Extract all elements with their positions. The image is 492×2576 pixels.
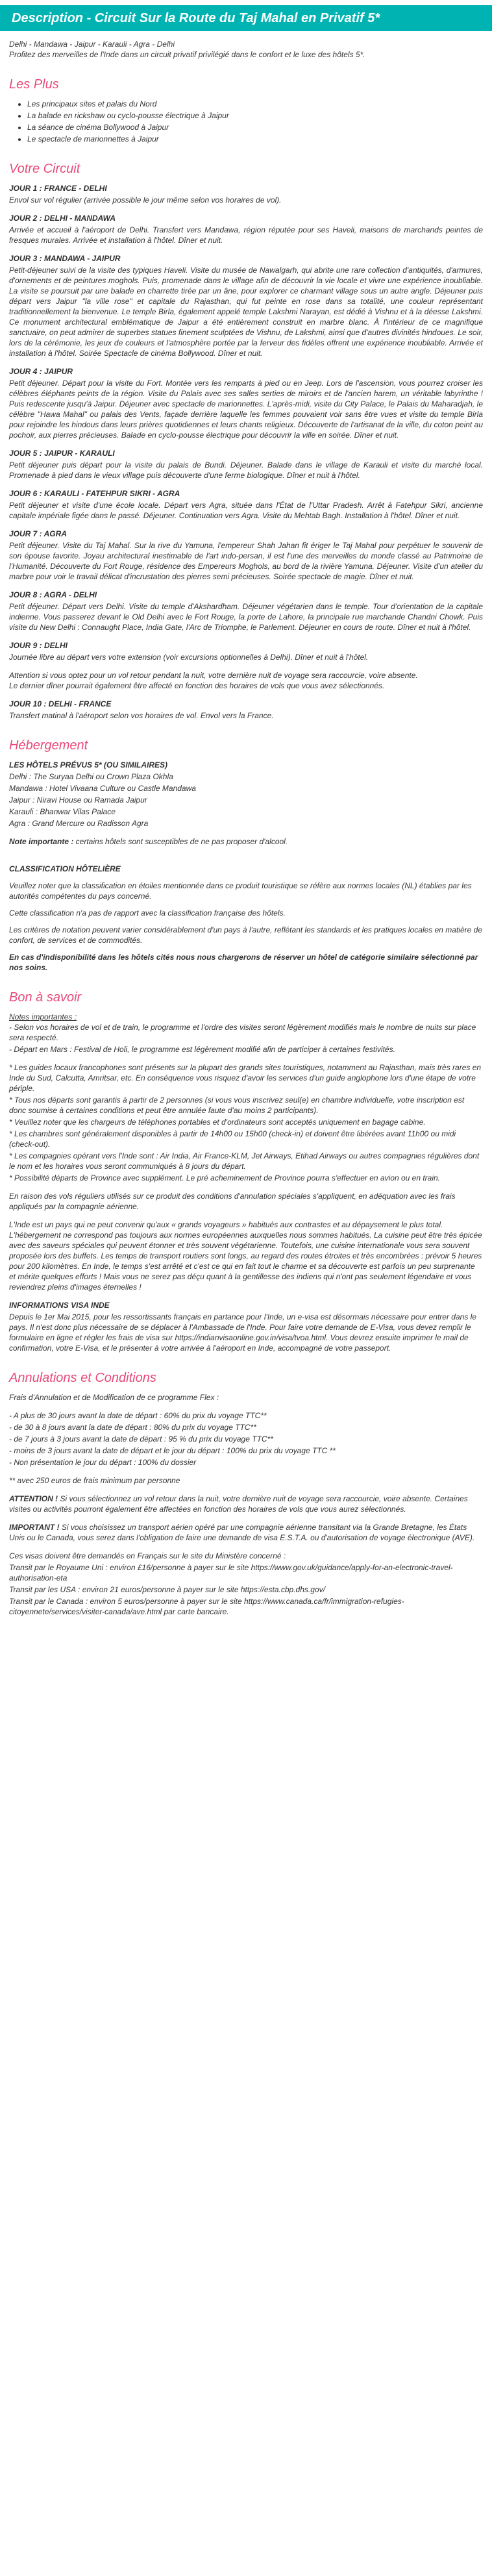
classification-para: Cette classification n'a pas de rapport avec la classification française des hôtels. bbox=[9, 908, 286, 918]
day-1 bbox=[9, 183, 483, 205]
notes-line: * Possibilité départs de Province avec supplément. Le pré acheminement de Province pourra s'effectuer en avion ou en train. bbox=[9, 1173, 441, 1182]
day-text: Envol sur vol régulier (arrivée possible le jour même selon vos horaires de vol). bbox=[9, 195, 282, 205]
day-3 bbox=[9, 253, 483, 358]
notes-line: * Les chambres sont généralement disponibles à partir de 14h00 ou 15h00 (check-in) et doivent être libérées avant 11h00 ou midi (check-out). bbox=[9, 1129, 456, 1149]
visa-line: Transit par le Canada : environ 5 euros/personne à payer sur le site https://www.canada.ca/fr/immigration-refugies-citoyennete/services/visiter-canada/ave.html par carte bancaire. bbox=[9, 1597, 404, 1616]
section-title-bon-a-savoir: Bon à savoir bbox=[9, 990, 82, 1005]
hotels-list bbox=[9, 771, 483, 829]
notes-line: * Les guides locaux francophones sont présents sur la plupart des grands sites touristiques, notamment au Rajasthan, mais très rares en Inde du Sud, Calcutta, Amritsar, etc. En conséquence vous risquez d'avoir les services d'un guide anglophone lors d'une étape de votre périple. bbox=[9, 1063, 482, 1093]
section-title-circuit: Votre Circuit bbox=[9, 162, 80, 176]
annulation-line: - Non présentation le jour du départ : 100% du dossier bbox=[9, 1458, 197, 1467]
classification-para: Les critères de notation peuvent varier considérablement d'un pays à l'autre, reflétant les standards et les pratiques locales en matière de confort, de services et de commodités. bbox=[9, 925, 482, 945]
day-title: JOUR 2 : DELHI - MANDAWA bbox=[9, 214, 116, 223]
day-8 bbox=[9, 590, 483, 632]
important-block bbox=[9, 1522, 483, 1543]
annulation-line: - de 7 jours à 3 jours avant la date de départ : 95 % du prix du voyage TTC** bbox=[9, 1434, 273, 1444]
circuit-note: Attention si vous optez pour un vol retour pendant la nuit, votre dernière nuit de voyage sera raccourcie, voire absente. bbox=[9, 671, 418, 680]
day-10 bbox=[9, 699, 483, 721]
day-title: JOUR 7 : AGRA bbox=[9, 529, 67, 538]
day-text: Arrivée et accueil à l'aéroport de Delhi. Transfert vers Mandawa, région réputée pour ses Haveli, maisons de marchands peintes de fresques murales. Arrivée et installation à l'hôtel. Dîner et nuit. bbox=[9, 225, 483, 245]
annulation-line: - de 30 à 8 jours avant la date de départ : 80% du prix du voyage TTC** bbox=[9, 1423, 256, 1432]
annulation-line: - A plus de 30 jours avant la date de départ : 60% du prix du voyage TTC** bbox=[9, 1411, 267, 1420]
day-6 bbox=[9, 488, 483, 521]
route-line: Delhi - Mandawa - Jaipur - Karauli - Agra - Delhi bbox=[9, 40, 175, 49]
hotel-line: Karauli : Bhanwar Vilas Palace bbox=[9, 807, 116, 816]
visa-line: Transit par le Royaume Uni : environ £16/personne à payer sur le site https://www.gov.uk/guidance/apply-for-an-electronic-travel-authorisation-eta bbox=[9, 1563, 453, 1582]
important-label: IMPORTANT ! bbox=[9, 1523, 60, 1532]
notes-line: * Tous nos départs sont garantis à partir de 2 personnes (si vous vous inscrivez seul(e) en chambre individuelle, votre inscription est donc soumise à certaines conditions et peut être annulée faute d'au moins 2 participants). bbox=[9, 1095, 465, 1115]
visa-title: INFORMATIONS VISA INDE bbox=[9, 1301, 110, 1310]
visa-text: Depuis le 1er Mai 2015, pour les ressortissants français en partance pour l'Inde, un e-visa est désormais nécessaire pour entrer dans le pays. Il n'est donc plus nécessaire de se déplacer à l'Ambassade de l'Inde. Pour faire votre demande de E-Visa, vous devez remplir le formulaire en ligne et régler les frais de visa sur https://indianvisaonline.gov.in/visa/tvoa.html. Vous devrez ensuite imprimer le mail de confirmation, votre E-Visa, et le présenter à votre arrivée à l'aéroport en Inde, accompagné de votre passeport. bbox=[9, 1312, 476, 1353]
hotel-line: Agra : Grand Mercure ou Radisson Agra bbox=[9, 819, 149, 828]
bon-para: L'Inde est un pays qui ne peut convenir qu'aux « grands voyageurs » habitués aux contrastes et au dépaysement le plus total. L'hébergement ne correspond pas toujours aux normes européennes auxquelles nous sommes habitués. La cuisine peut être très épicée avec des saveurs spéciales qui peuvent étonner et très souvent végétarienne. Toutefois, une cuisine internationale vous sera souvent proposée lors des buffets. Les temps de transport routiers sont longs, au regard des routes étroites et très encombrées : prévoir 5 heures pour 200 kilomètres. En Inde, le temps s'est arrêté et c'est ce qui en fait tout le charme et sa découverte est parfois un peu surprenante et mérite quelques efforts ! Mais vous ne serez pas déçu quant à la gentillesse des indiens qui n'ont pas seulement légendaire et vous reviendrez pleins d'images éternelles ! bbox=[9, 1220, 482, 1292]
classification-title: CLASSIFICATION HÔTELIÈRE bbox=[9, 864, 121, 873]
day-title: JOUR 4 : JAIPUR bbox=[9, 367, 73, 376]
circuit-note: Le dernier dîner pourrait également être affecté en fonction des horaires de vols que vous avez sélectionnés. bbox=[9, 681, 385, 690]
day-text: Petit déjeuner. Départ vers Delhi. Visite du temple d'Akshardham. Déjeuner végétarien dans le temple. Tour d'orientation de la capitale indienne. Vous passerez devant le Old Delhi avec le Fort Rouge, la porte de Lahore, la principale rue marchande Chandni Chowk. Puis visite du New Delhi : Connaught Place, India Gate, l'Arc de Triomphe, le Parlement. Déjeuner en cours de route. Dîner et nuit à l'hôtel. bbox=[9, 602, 483, 632]
day-2 bbox=[9, 213, 483, 245]
important-text: Si vous choisissez un transport aérien opéré par une compagnie aérienne transitant via la Grande Bretagne, les États Unis ou le Canada, vous serez dans l'obligation de faire une demande de visa E.S.T.A. ou d'autorisation de voyage électronique (AVE). bbox=[9, 1523, 475, 1542]
day-9 bbox=[9, 640, 483, 662]
plus-item: • La séance de cinéma Bollywood à Jaipur bbox=[27, 122, 483, 132]
visa-line: Transit par les USA : environ 21 euros/personne à payer sur le site https://esta.cbp.dhs.gov/ bbox=[9, 1585, 325, 1594]
hotels-note-text: certains hôtels sont susceptibles de ne pas proposer d'alcool. bbox=[73, 837, 288, 846]
plus-list bbox=[9, 99, 483, 144]
day-title: JOUR 5 : JAIPUR - KARAULI bbox=[9, 449, 115, 458]
classification-para: Veuillez noter que la classification en étoiles mentionnée dans ce produit touristique se réfère aux normes locales (NL) établies par les autorités compétentes du pays concerné. bbox=[9, 881, 472, 901]
day-text: Petit déjeuner et visite d'une école locale. Départ vers Agra, située dans l'État de l'Uttar Pradesh. Arrêt à Fatehpur Sikri, ancienne capitale impériale figée dans le passé. Déjeuner. Continuation vers Agra. Visite du Mehtab Bagh. Installation à l'hôtel. Dîner et nuit. bbox=[9, 501, 483, 520]
section-title-plus: Les Plus bbox=[9, 77, 59, 92]
day-5 bbox=[9, 448, 483, 481]
day-4 bbox=[9, 366, 483, 440]
circuit-notes bbox=[9, 670, 483, 691]
intro-section bbox=[0, 39, 492, 1617]
annulation-line: - moins de 3 jours avant la date de départ et le jour du départ : 100% du prix du voyage TTC ** bbox=[9, 1446, 336, 1455]
notes-line: * Veuillez noter que les chargeurs de téléphones portables et d'ordinateurs sont acceptés uniquement en bagage cabine. bbox=[9, 1118, 426, 1127]
day-text: Transfert matinal à l'aéroport selon vos horaires de vol. Envol vers la France. bbox=[9, 711, 274, 720]
day-text: Journée libre au départ vers votre extension (voir excursions optionnelles à Delhi). Dîner et nuit à l'hôtel. bbox=[9, 653, 369, 662]
hotels-title: LES HÔTELS PRÉVUS 5* (OU SIMILAIRES) bbox=[9, 760, 168, 769]
visa-line: Ces visas doivent être demandés en Français sur le site du Ministère concerné : bbox=[9, 1551, 286, 1560]
day-title: JOUR 9 : DELHI bbox=[9, 641, 68, 650]
plus-item: • Le spectacle de marionnettes à Jaipur bbox=[27, 134, 483, 144]
hotels-note-label: Note importante : bbox=[9, 837, 74, 846]
day-title: JOUR 8 : AGRA - DELHI bbox=[9, 590, 97, 599]
day-7 bbox=[9, 529, 483, 582]
day-text: Petit déjeuner. Visite du Taj Mahal. Sur la rive du Yamuna, l'empereur Shah Jahan fit ériger le Taj Mahal pour perpétuer le souvenir de son épouse favorite. Joyau architectural inestimable de l'art indo-persan, il est l'une des merveilles du monde classé au Patrimoine de l'Humanité. Découverte du Fort Rouge, résidence des Empereurs Moghols, au bord de la rivière Yamuna. Déjeuner. Visite d'un atelier du marbre pour voir le travail délicat d'incrustation des pierres semi précieuses. Soirée spectacle de magie. Dîner et nuit. bbox=[9, 541, 483, 581]
hotels-note bbox=[9, 836, 483, 847]
hotel-line: Mandawa : Hotel Vivaana Culture ou Castle Mandawa bbox=[9, 784, 196, 793]
day-title: JOUR 1 : FRANCE - DELHI bbox=[9, 184, 107, 193]
attention-label: ATTENTION ! bbox=[9, 1494, 58, 1503]
classification-bold: En cas d'indisponibilité dans les hôtels cités nous nous chargerons de réserver un hôtel de catégorie similaire sélectionné par nos soins. bbox=[9, 953, 478, 972]
day-title: JOUR 10 : DELHI - FRANCE bbox=[9, 699, 112, 708]
notes-heading: Notes importantes : bbox=[9, 1012, 77, 1021]
annulation-intro: Frais d'Annulation et de Modification de ce programme Flex : bbox=[9, 1393, 219, 1402]
hotel-line: Delhi : The Suryaa Delhi ou Crown Plaza Okhla bbox=[9, 772, 173, 781]
section-title-annulations: Annulations et Conditions bbox=[9, 1371, 156, 1385]
plus-item: • La balade en rickshaw ou cyclo-pousse électrique à Jaipur bbox=[27, 110, 483, 121]
day-text: Petit déjeuner. Départ pour la visite du Fort. Montée vers les remparts à pied ou en Jeep. Lors de l'ascension, vous pourrez croiser les célèbres éléphants peints de la région. Visite du Palais avec ses salles serties de miroirs et de l'ancien harem, un véritable labyrinthe ! Puis redescente jusqu'à Jaipur. Déjeuner avec spectacle de marionnettes. L'après-midi, visite du City Palace, le Palais du Maharadjah, le célèbre "Hawa Mahal" ou palais des Vents, façade derrière laquelle les femmes pouvaient voir sans être vues et visite du temple Birla pour rejoindre les hindous dans leurs prières quotidiennes et leurs chants religieux. Découverte de l'artisanat de la ville, du coton peint au pochoir, aux pierres précieuses. Balade en cyclo-pousse électrique pour découvrir la ville en soirée. Dîner et nuit. bbox=[9, 379, 483, 440]
day-text: Petit déjeuner puis départ pour la visite du palais de Bundi. Déjeuner. Balade dans le village de Karauli et visite du marché local. Promenade à pied dans le vieux village puis découverte d'une ferme biologique. Dîner et nuit à l'hôtel. bbox=[9, 460, 483, 480]
bon-para: En raison des vols réguliers utilisés sur ce produit des conditions d'annulation spéciales s'appliquent, en adéquation avec les frais appliqués par la compagnie aérienne. bbox=[9, 1192, 456, 1211]
day-title: JOUR 6 : KARAULI - FATEHPUR SIKRI - AGRA bbox=[9, 489, 180, 498]
tagline: Profitez des merveilles de l'Inde dans un circuit privatif privilégié dans le confort et le luxe des hôtels 5*. bbox=[9, 50, 365, 59]
annulation-footnote: ** avec 250 euros de frais minimum par personne bbox=[9, 1476, 180, 1485]
hotel-line: Jaipur : Niravi House ou Ramada Jaipur bbox=[9, 795, 147, 805]
notes-line: - Départ en Mars : Festival de Holi, le programme est légèrement modifié afin de participer à certaines festivités. bbox=[9, 1045, 395, 1054]
section-title-hebergement: Hébergement bbox=[9, 738, 88, 753]
day-text: Petit-déjeuner suivi de la visite des typiques Haveli. Visite du musée de Nawalgarh, qui abrite une rare collection d'antiquités, d'armures, d'ornements et de peintures moghols. Puis, promenade dans le village afin de découvrir la vie locale et vivre une expérience inoubliable. La visite se poursuit par une balade en charrette tirée par un âne, pour explorer ce charmant village sous un autre angle. Déjeuner puis départ vers Jaipur "la ville rose" et capitale du Rajasthan, qui fut peinte en rose dans sa totalité, une couleur représentant traditionnellement la bienvenue. Le temple Birla, également appelé temple Lakshmi Narayan, est dédié à Vishnu et à la déesse Lakshmi. Ce monument architectural emblématique de Jaipur a été entièrement construit en marbre blanc. À l'intérieur de ce magnifique sanctuaire, on peut admirer de superbes statues finement sculptées de Vishnu, de Lakshmi, ainsi que d'autres divinités hindoues. Le soir, lors de la cérémonie, les jeux de couleurs et l'atmosphère portée par la ferveur des fidèles offrent une expérience inoubliable. Arrivée et installation à l'hôtel. Soirée Spectacle de cinéma Bollywood. Dîner et nuit. bbox=[9, 266, 483, 358]
notes-line: * Les compagnies opérant vers l'Inde sont : Air India, Air France-KLM, Jet Airways, Etihad Airways ou autres compagnies régulières dont le nom et les horaires vous seront communiqués à 8 jours du départ. bbox=[9, 1151, 480, 1171]
notes-line: - Selon vos horaires de vol et de train, le programme et l'ordre des visites seront légèrement modifiés mais le nombre de nuits sur place sera respecté. bbox=[9, 1023, 476, 1042]
page-title: Description - Circuit Sur la Route du Taj Mahal en Privatif 5* bbox=[0, 5, 492, 31]
attention-block bbox=[9, 1494, 483, 1514]
attention-text: Si vous sélectionnez un vol retour dans la nuit, votre dernière nuit de voyage sera raccourcie, voire absente. Certaines visites ou activités pourront également être affectées en fonction des horaires de vols que vous aurez sélectionnés. bbox=[9, 1494, 468, 1514]
plus-item: • Les principaux sites et palais du Nord bbox=[27, 99, 483, 109]
day-title: JOUR 3 : MANDAWA - JAIPUR bbox=[9, 254, 121, 263]
